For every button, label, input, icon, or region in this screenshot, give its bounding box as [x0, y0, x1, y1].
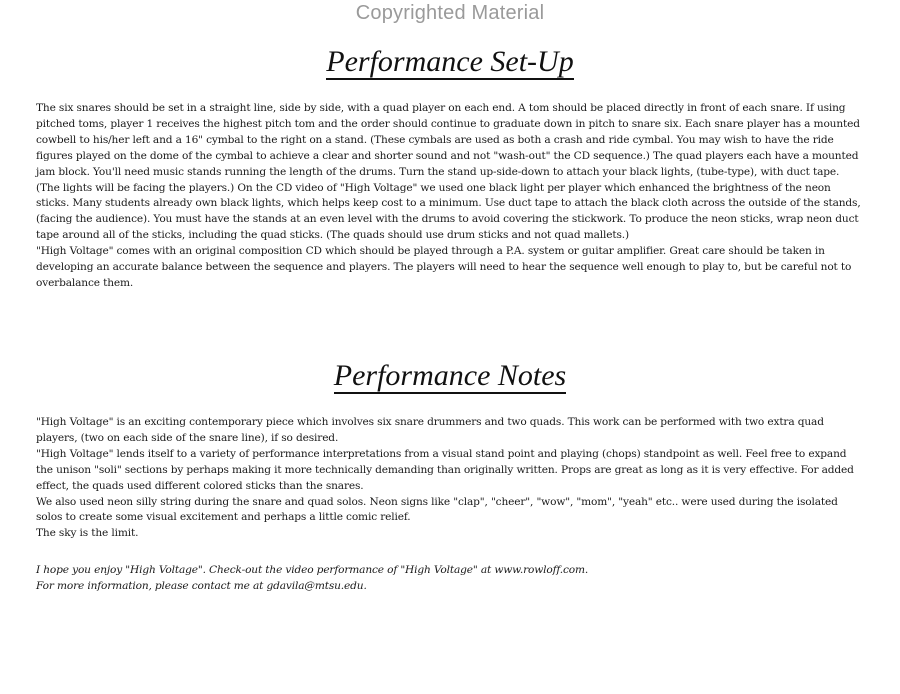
- setup-paragraph: "High Voltage" comes with an original composition CD which should be played through a P.A. system or guitar amplifier. Great care should be taken in developing an accurate balance between the sequence and players. The players will need to hear the sequence well enough to play to, but be careful not to overbalance them.: [36, 245, 852, 289]
- copyright-watermark: Copyrighted Material: [355, 2, 545, 24]
- notes-paragraph: We also used neon silly string during the snare and quad solos. Neon signs like "clap", "cheer", "wow", "mom", "yeah" etc.. were used during the isolated solos to create some visual excitement and perhaps a little comic relief.: [36, 495, 838, 524]
- contact-line: For more information, please contact me at gdavila@mtsu.edu.: [36, 579, 367, 592]
- notes-body: [36, 415, 866, 542]
- notes-title: Performance Notes: [333, 359, 567, 392]
- closing-line: I hope you enjoy "High Voltage". Check-out the video performance of "High Voltage" at www.rowloff.com.: [36, 564, 589, 576]
- notes-paragraph: "High Voltage" is an exciting contemporary piece which involves six snare drummers and two quads. This work can be performed with two extra quad players, (two on each side of the snare line), if so desired.: [36, 416, 824, 444]
- setup-paragraph: The six snares should be set in a straight line, side by side, with a quad player on each end. A tom should be placed directly in front of each snare. If using pitched toms, player 1 receives the highest pitch tom and the order should continue to graduate down in pitch to snare six. Each snare player has a mounted cowbell to his/her left and a 16" cymbal to the right on a stand. (These cymbals are used as both a crash and ride cymbal. You may wish to have the ride figures played on the dome of the cymbal to achieve a clear and shorter sound and not "wash-out" the CD sequence.) The quad players each have a mounted jam block. You'll need music stands running the length of the drums. Turn the stand up-side-down to attach your black lights, (tube-type), with duct tape. (The lights will be facing the players.) On the CD video of "High Voltage" we used one black light per player which enhanced the brightness of the neon sticks. Many students already own black lights, which helps keep cost to a minimum. Use duct tape to attach the black cloth across the outside of the stands, (facing the audience). You must have the stands at an even level with the drums to avoid covering the stickwork. To produce the neon sticks, wrap neon duct tape around all of the sticks, including the quad sticks. (The quads should use drum sticks and not quad mallets.): [36, 102, 861, 242]
- notes-heading: [0, 359, 900, 393]
- notes-paragraph: The sky is the limit.: [36, 527, 139, 540]
- setup-title: Performance Set-Up: [326, 45, 574, 78]
- setup-heading: [0, 45, 900, 79]
- notes-paragraph: "High Voltage" lends itself to a variety of performance interpretations from a visual stand point and playing (chops) standpoint as well. Feel free to expand the unison "soli" sections by perhaps making it more technically demanding than originally written. Props are great as long as it is very effective. For added effect, the quads used different colored sticks than the snares.: [36, 447, 854, 492]
- closing-note: [36, 563, 866, 594]
- setup-body: [36, 101, 866, 292]
